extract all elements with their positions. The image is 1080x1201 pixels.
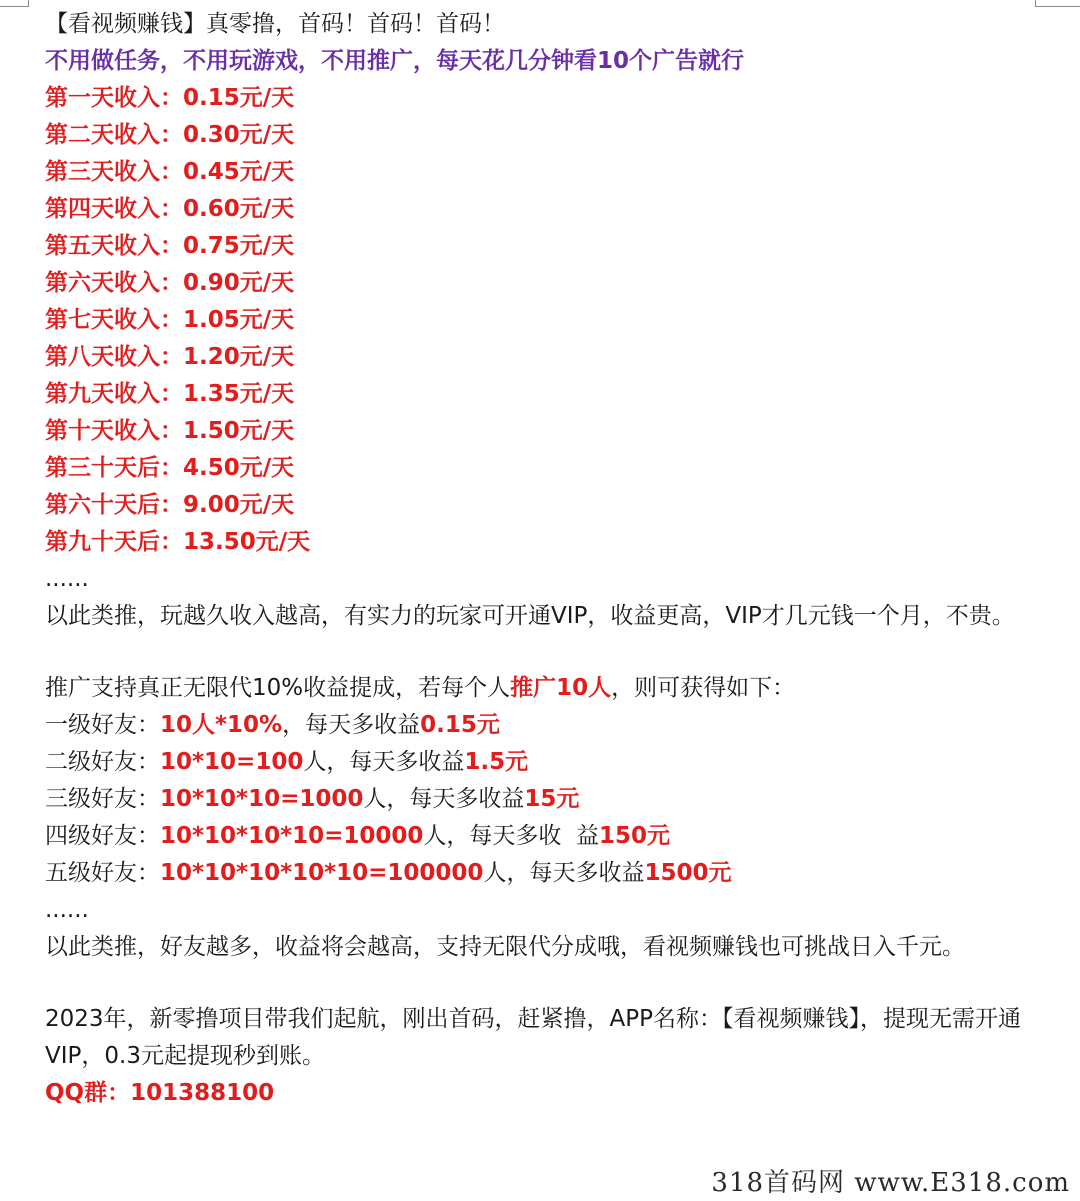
tier-gain: 0.15元 [420,712,500,738]
tier-label: 一级好友： [45,712,160,738]
article-body [45,6,1045,1112]
income-day: 第七天收入： [45,307,183,333]
income-day: 第二天收入： [45,122,183,148]
income-list [45,80,1045,561]
ellipsis: ...... [45,897,89,923]
promo-intro-text: 推广支持真正无限代10%收益提成，若每个人 [45,675,511,701]
income-day: 第六天收入： [45,270,183,296]
tier-text: ，每天多收益 [506,860,645,886]
tier-formula: 10*10*10*10*10=100000 [160,860,484,886]
tier-gain: 15元 [524,786,580,812]
promo-intro-text: ，则可获得如下： [611,675,796,701]
income-amount: 0.60元/天 [183,196,295,222]
tier-text: ，每天多收益 [326,749,465,775]
income-amount: 1.05元/天 [183,307,295,333]
income-row [45,191,1045,228]
tier-label: 五级好友： [45,860,160,886]
paragraph-gap [45,635,1045,670]
income-day: 第三天收入： [45,159,183,185]
friend-tiers [45,707,1045,892]
friend-tier-row [45,818,1045,855]
income-row [45,228,1045,265]
tier-label: 二级好友： [45,749,160,775]
income-amount: 0.45元/天 [183,159,295,185]
watermark: 318首码网 www.E318.com [711,1168,1070,1198]
income-amount: 1.50元/天 [183,418,295,444]
income-row [45,413,1045,450]
income-row [45,154,1045,191]
tier-gain: 150元 [599,823,671,849]
friend-tier-row [45,781,1045,818]
paragraph-gap [45,966,1045,1001]
income-day: 第九十天后： [45,529,183,555]
income-row [45,450,1045,487]
income-day: 第六十天后： [45,492,183,518]
closing-paragraph: 2023年，新零撸项目带我们起航，刚出首码，赶紧撸，APP名称：【看视频赚钱】，提现无需开通VIP，0.3元起提现秒到账。 [45,1006,1022,1069]
tier-formula: 10人*10% [160,712,283,738]
summary-paragraph: 以此类推，好友越多，收益将会越高，支持无限代分成哦，看视频赚钱也可挑战日入千元。 [45,934,965,960]
income-row [45,376,1045,413]
income-day: 第九天收入： [45,381,183,407]
income-day: 第八天收入： [45,344,183,370]
income-row [45,80,1045,117]
tier-text: ，每天多收益 [386,786,525,812]
income-day: 第三十天后： [45,455,183,481]
income-amount: 4.50元/天 [183,455,295,481]
tier-label: 四级好友： [45,823,160,849]
vip-paragraph: 以此类推，玩越久收入越高，有实力的玩家可开通VIP，收益更高，VIP才几元钱一个月，不贵。 [45,603,1015,629]
income-day: 第五天收入： [45,233,183,259]
income-amount: 9.00元/天 [183,492,295,518]
income-row [45,339,1045,376]
tier-gain: 1500元 [644,860,732,886]
tier-unit: 人 [423,823,447,849]
page-corner-mark-left [0,0,29,7]
tier-formula: 10*10*10*10=10000 [160,823,424,849]
tier-formula: 10*10=100 [160,749,304,775]
tier-text: ，每天多收益 [282,712,421,738]
qq-group: QQ群：101388100 [45,1080,275,1106]
income-amount: 1.20元/天 [183,344,295,370]
income-row [45,265,1045,302]
friend-tier-row [45,707,1045,744]
income-amount: 0.75元/天 [183,233,295,259]
income-amount: 0.15元/天 [183,85,295,111]
friend-tier-row [45,855,1045,892]
tier-unit: 人 [483,860,507,886]
income-day: 第十天收入： [45,418,183,444]
income-day: 第四天收入： [45,196,183,222]
income-row [45,524,1045,561]
income-amount: 0.90元/天 [183,270,295,296]
ellipsis: ...... [45,566,89,592]
tier-unit: 人 [363,786,387,812]
tier-gain: 1.5元 [464,749,529,775]
tier-text: ，每天多收 益 [446,823,600,849]
friend-tier-row [45,744,1045,781]
tier-formula: 10*10*10=1000 [160,786,364,812]
promo-highlight: 推广10人 [510,675,612,701]
article-title: 【看视频赚钱】真零撸，首码！首码！首码！ [45,11,505,37]
income-amount: 13.50元/天 [183,529,311,555]
income-row [45,487,1045,524]
income-row [45,302,1045,339]
promo-intro [45,670,1045,707]
article-subtitle: 不用做任务，不用玩游戏，不用推广，每天花几分钟看10个广告就行 [45,48,745,74]
income-row [45,117,1045,154]
tier-label: 三级好友： [45,786,160,812]
tier-unit: 人 [303,749,327,775]
income-amount: 1.35元/天 [183,381,295,407]
income-day: 第一天收入： [45,85,183,111]
income-amount: 0.30元/天 [183,122,295,148]
